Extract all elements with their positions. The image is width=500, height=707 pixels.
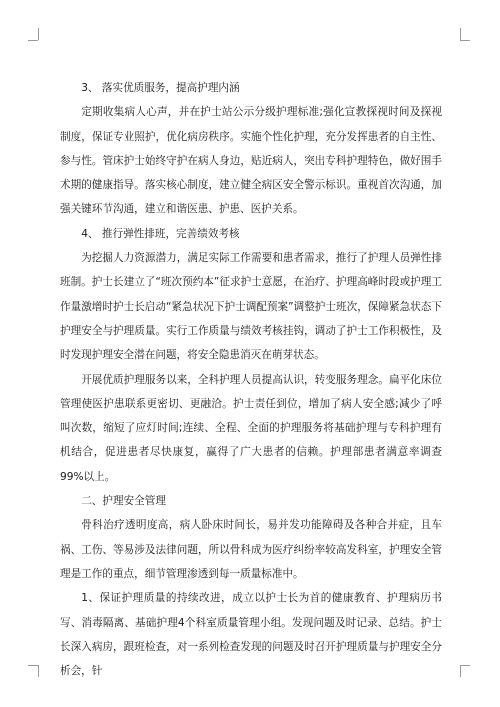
body-paragraph: 骨科治疗透明度高，病人卧床时间长，易并发功能障碍及各种合并症，且车祸、工伤、等易涉及法律问题，所以骨科成为医疗纠纷率较高发科室，护理安全管理是工作的重点，细节管理渗透到每一质量标准中。	[60, 519, 442, 580]
body-paragraph: 开展优质护理服务以来，全科护理人员提高认识，转变服务理念。扁平化床位管理使医护患联系更密切、更融洽。护士责任到位，增加了病人安全感;减少了呼叫次数，缩短了应灯时间;连续、全程、全面的护理服务将基础护理与专科护理有机结合，促进患者尽快康复，赢得了广大患者的信赖。护理部患者满意率调查99%以上。	[60, 373, 442, 483]
document-body	[60, 76, 442, 683]
body-paragraph: 定期收集病人心声，并在护士站公示分级护理标准;强化宣教探视时间及探视制度，保证专业照护，优化病房秩序。实施个性化护理，充分发挥患者的自主性、参与性。管床护士始终守护在病人身边，贴近病人，突出专科护理特色，做好围手术期的健康指导。落实核心制度，建立健全病区安全警示标识。重视首次沟通，加强关键环节沟通，建立和谐医患、护患、医护关系。	[60, 106, 442, 216]
body-paragraph: 为挖掘人力资源潜力，满足实际工作需要和患者需求，推行了护理人员弹性排班制。护士长建立了“班次预约本”征求护士意愿，在治疗、护理高峰时段或护理工作量激增时护士长启动“紧急状况下护士调配预案”调整护士班次，保障紧急状态下护理安全与护理质量。实行工作质量与绩效考核挂钩，调动了护士工作积极性，及时发现护理安全潜在问题，将安全隐患消灭在萌芽状态。	[60, 252, 442, 362]
section-heading: 3、 落实优质服务，提高护理内涵	[81, 82, 240, 94]
body-paragraph: 1、保证护理质量的持续改进，成立以护士长为首的健康教育、护理病历书写、消毒隔离、基础护理4个科室质量管理小组。发现问题及时记录、总结。护士长深入病房，跟班检查，对一系列检查发现的问题及时召开护理质量与护理安全分析会，针	[60, 592, 442, 678]
section-heading: 4、 推行弹性排班，完善绩效考核	[81, 227, 240, 240]
section-heading: 二、护理安全管理	[81, 495, 166, 508]
